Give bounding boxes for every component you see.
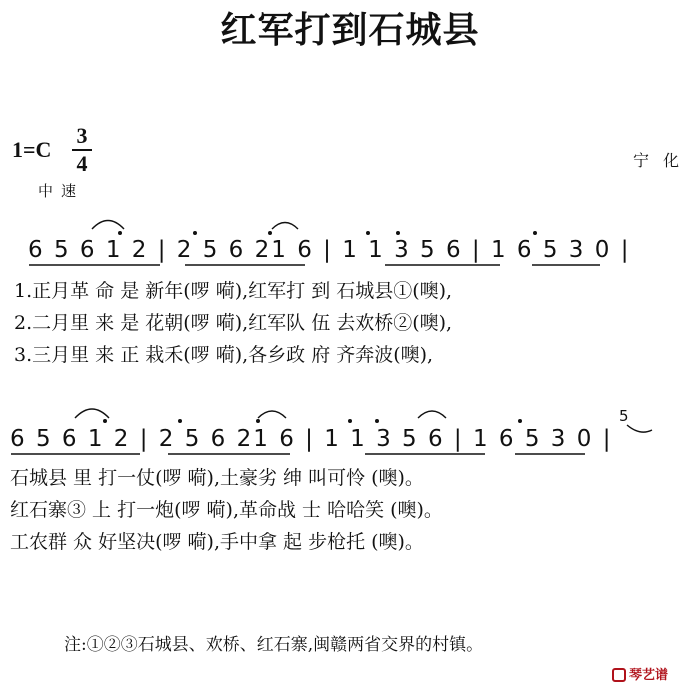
- time-signature-bottom: 4: [76, 151, 88, 176]
- time-signature: [72, 124, 92, 176]
- lyric-verse-1-line-2: 石城县 里 打一仗(啰 嗬),土豪劣 绅 叫可怜 (噢)。: [10, 467, 424, 489]
- notes-system-2: 6 5 6 1 2 | 2 5 6 21 6 | 1 1 3 5 6 | 1 6 5 3 0 |: [10, 426, 613, 452]
- footnote: 注:①②③石城县、欢桥、红石寨,闽赣两省交界的村镇。: [64, 635, 484, 655]
- lyric-verse-3-line-1: 3.三月里 来 正 栽禾(啰 嗬),各乡政 府 齐奔波(噢),: [14, 344, 434, 366]
- song-title: 红军打到石城县: [220, 9, 480, 51]
- tempo-marking: 中速: [38, 182, 85, 200]
- system-2-octave-dots: [103, 419, 522, 423]
- lyric-verse-2-line-2: 红石寨③ 上 打一炮(啰 嗬),革命战 士 哈哈笑 (噢)。: [10, 499, 443, 521]
- system-1-octave-dots: [118, 231, 537, 235]
- watermark-logo-icon: [612, 668, 626, 682]
- key-signature: 1=C: [12, 137, 52, 162]
- watermark: [612, 664, 668, 683]
- composer-credit: 宁化: [633, 151, 694, 170]
- notes-system-1: 6 5 6 1 2 | 2 5 6 21 6 | 1 1 3 5 6 | 1 6 5 3 0 |: [28, 237, 631, 263]
- grace-note: 5: [619, 407, 629, 425]
- watermark-text: 琴艺谱: [629, 668, 669, 683]
- system-1-ties: [92, 221, 298, 230]
- time-signature-top: 3: [76, 123, 88, 148]
- lyric-verse-3-line-2: 工农群 众 好坚决(啰 嗬),手中拿 起 步枪托 (噢)。: [10, 531, 424, 553]
- lyric-verse-2-line-1: 2.二月里 来 是 花朝(啰 嗬),红军队 伍 去欢桥②(噢),: [14, 312, 453, 334]
- lyric-verse-1-line-1: 1.正月革 命 是 新年(啰 嗬),红军打 到 石城县①(噢),: [14, 280, 453, 302]
